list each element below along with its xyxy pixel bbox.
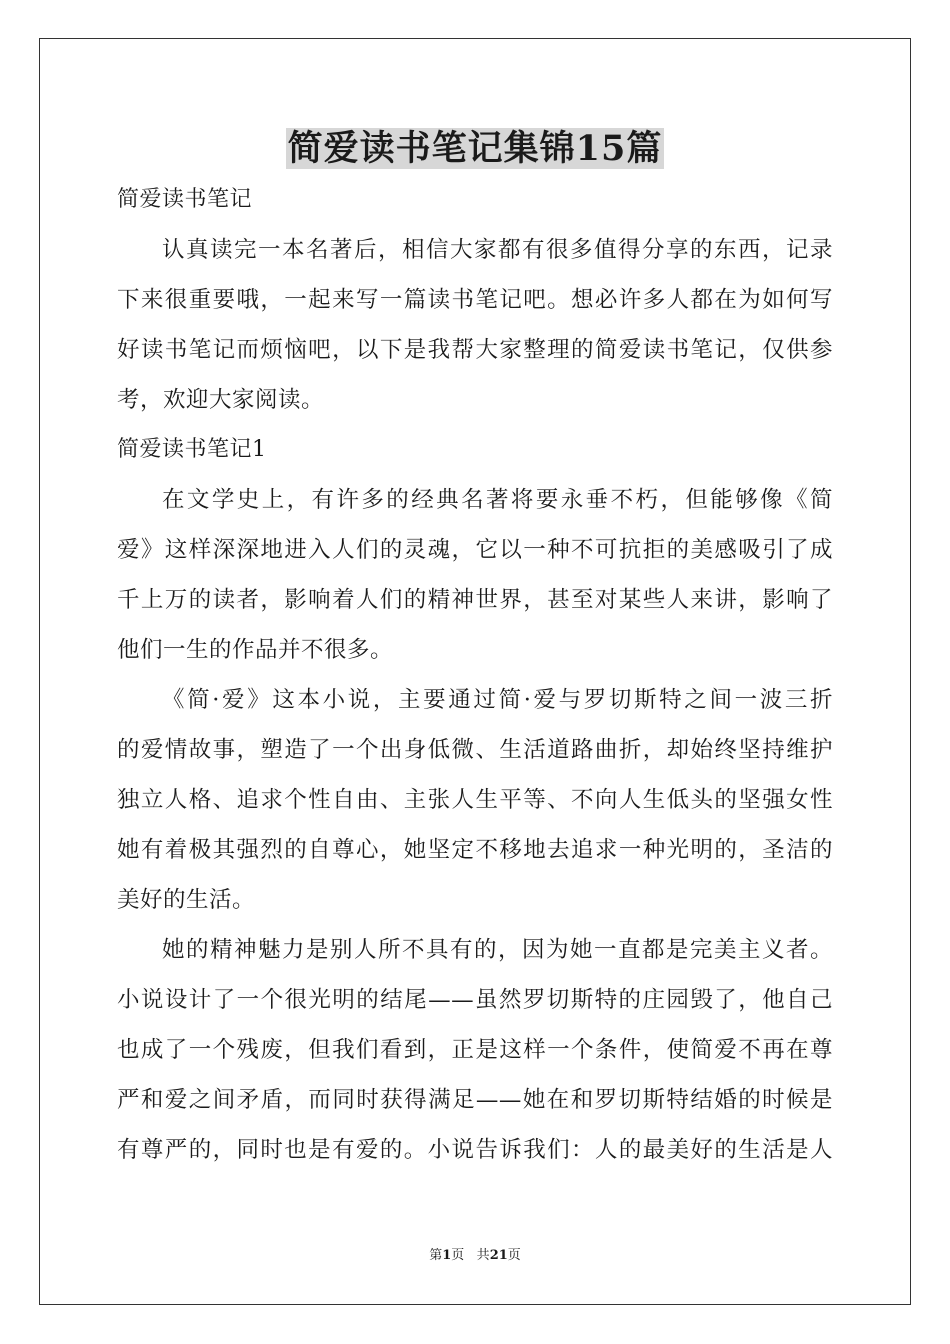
paragraph-line: 千上万的读者，影响着人们的精神世界，甚至对某些人来讲，影响了 (117, 587, 833, 613)
paragraph-line: 认真读完一本名著后，相信大家都有很多值得分享的东西，记录 (162, 237, 833, 263)
section-heading: 简爱读书笔记1 (117, 437, 267, 462)
page-suffix: 页 (451, 1248, 465, 1263)
document-body (117, 175, 833, 1175)
paragraph-line: 小说设计了一个很光明的结尾——虽然罗切斯特的庄园毁了，他自己 (117, 987, 833, 1013)
paragraph-line: 他们一生的作品并不很多。 (117, 637, 394, 663)
total-suffix: 页 (507, 1248, 521, 1263)
paragraph-line: 下来很重要哦，一起来写一篇读书笔记吧。想必许多人都在为如何写 (117, 287, 833, 313)
paragraph-line: 考，欢迎大家阅读。 (117, 387, 325, 413)
paragraph-line: 也成了一个残废，但我们看到，正是这样一个条件，使简爱不再在尊 (117, 1037, 833, 1063)
page-prefix: 第 (429, 1248, 443, 1263)
document-title-text: 简爱读书笔记集锦15篇 (287, 128, 663, 169)
page-footer (0, 1246, 950, 1266)
paragraph-line: 严和爱之间矛盾，而同时获得满足——她在和罗切斯特结婚的时候是 (117, 1087, 833, 1113)
paragraph-line: 《简·爱》这本小说，主要通过简·爱与罗切斯特之间一波三折 (162, 687, 833, 713)
paragraph-line: 在文学史上，有许多的经典名著将要永垂不朽，但能够像《简 (162, 487, 833, 513)
paragraph-line: 她的精神魅力是别人所不具有的，因为她一直都是完美主义者。 (162, 937, 833, 963)
paragraph-line: 好读书笔记而烦恼吧，以下是我帮大家整理的简爱读书笔记，仅供参 (117, 337, 833, 363)
document-title (0, 126, 950, 172)
paragraph-line: 独立人格、追求个性自由、主张人生平等、不向人生低头的坚强女性 (117, 787, 833, 813)
paragraph-line: 的爱情故事，塑造了一个出身低微、生活道路曲折，却始终坚持维护 (117, 737, 833, 763)
total-pages: 21 (489, 1248, 508, 1263)
page-number: 1 (442, 1248, 452, 1263)
paragraph-line: 有尊严的，同时也是有爱的。小说告诉我们：人的最美好的生活是人 (117, 1137, 833, 1163)
total-prefix: 共 (476, 1248, 490, 1263)
paragraph-line: 爱》这样深深地进入人们的灵魂，它以一种不可抗拒的美感吸引了成 (117, 537, 833, 563)
paragraph-line: 美好的生活。 (117, 887, 256, 913)
section-heading: 简爱读书笔记 (117, 187, 253, 212)
paragraph-line: 她有着极其强烈的自尊心，她坚定不移地去追求一种光明的，圣洁的 (117, 837, 833, 863)
